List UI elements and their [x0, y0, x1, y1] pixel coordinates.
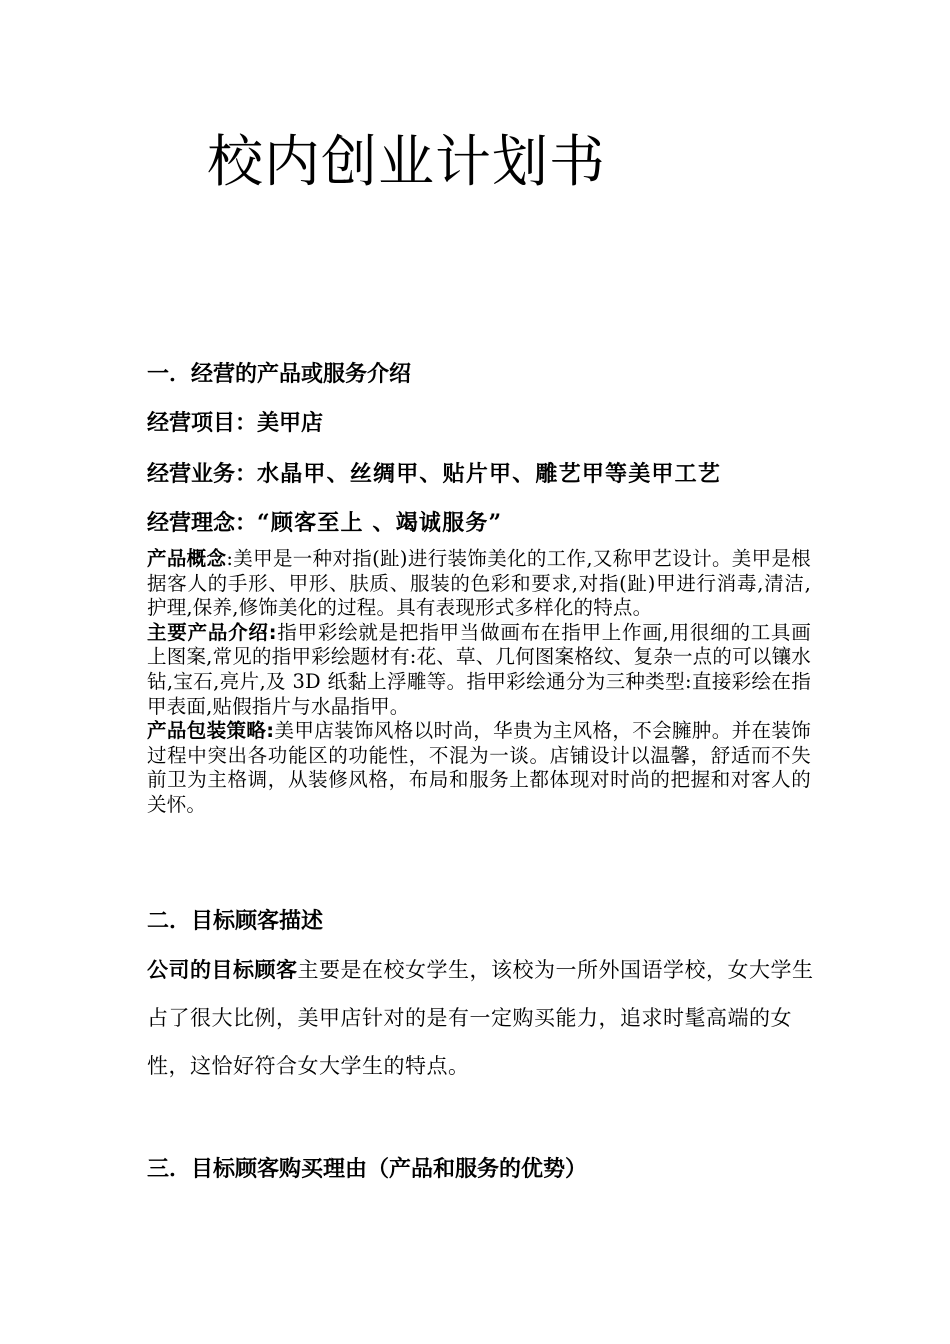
- business-scope-line: [147, 459, 721, 490]
- target-customer-text: 主要是在校女学生，该校为一所外国语学校，女大学生占了很大比例，美甲店针对的是有一定购买能力，追求时髦高端的女性，这恰好符合女大学生的特点。: [147, 958, 814, 1078]
- packaging-strategy-label: 产品包装策略:: [147, 719, 275, 743]
- business-philosophy-label: 经营理念：: [147, 511, 258, 536]
- product-intro-text: 指甲彩绘就是把指甲当做画布在指甲上作画,用很细的工具画上图案,常见的指甲彩绘题材有:花、草、几何图案格纹、复杂一点的可以镶水钻,宝石,亮片,及 3D 纸黏上浮雕等。指甲彩绘通分为三种类型:直接彩绘在指甲表面,贴假指片与水晶指甲。: [147, 620, 811, 718]
- product-description-block: [147, 547, 811, 818]
- product-concept-text: :美甲是一种对指(趾)进行装饰美化的工作,又称甲艺设计。美甲是根据客人的手形、甲形、肤质、服装的色彩和要求,对指(趾)甲进行消毒,清洁,护理,保养,修饰美化的过程。具有表现形式多样化的特点。: [147, 547, 811, 620]
- document-title: 校内创业计划书: [207, 130, 606, 195]
- business-scope-label: 经营业务：: [147, 462, 258, 487]
- product-concept-label: 产品概念: [147, 547, 227, 570]
- target-customer-paragraph: [147, 946, 827, 1090]
- section-2-heading: 二．目标顾客描述: [147, 909, 324, 934]
- business-philosophy-value: “顾客至上 、竭诚服务”: [257, 510, 503, 536]
- section-3-heading: 三．目标顾客购买理由（产品和服务的优势）: [147, 1157, 588, 1182]
- packaging-strategy-text: 美甲店装饰风格以时尚，华贵为主风格，不会臃肿。并在装饰过程中突出各功能区的功能性，不混为一谈。店铺设计以温馨，舒适而不失前卫为主格调，从装修风格，布局和服务上都体现对时尚的把握和对客人的关怀。: [147, 719, 812, 816]
- business-project-value: 美甲店: [257, 411, 324, 436]
- business-project-line: [147, 408, 323, 439]
- product-intro-label: 主要产品介绍:: [147, 620, 277, 644]
- business-scope-value: 水晶甲、丝绸甲、贴片甲、雕艺甲等美甲工艺: [257, 461, 722, 487]
- business-project-label: 经营项目：: [147, 411, 258, 436]
- target-customer-label: 公司的目标顾客: [147, 958, 298, 982]
- section-1-heading: 一．经营的产品或服务介绍: [147, 362, 412, 387]
- business-philosophy-line: [147, 508, 502, 539]
